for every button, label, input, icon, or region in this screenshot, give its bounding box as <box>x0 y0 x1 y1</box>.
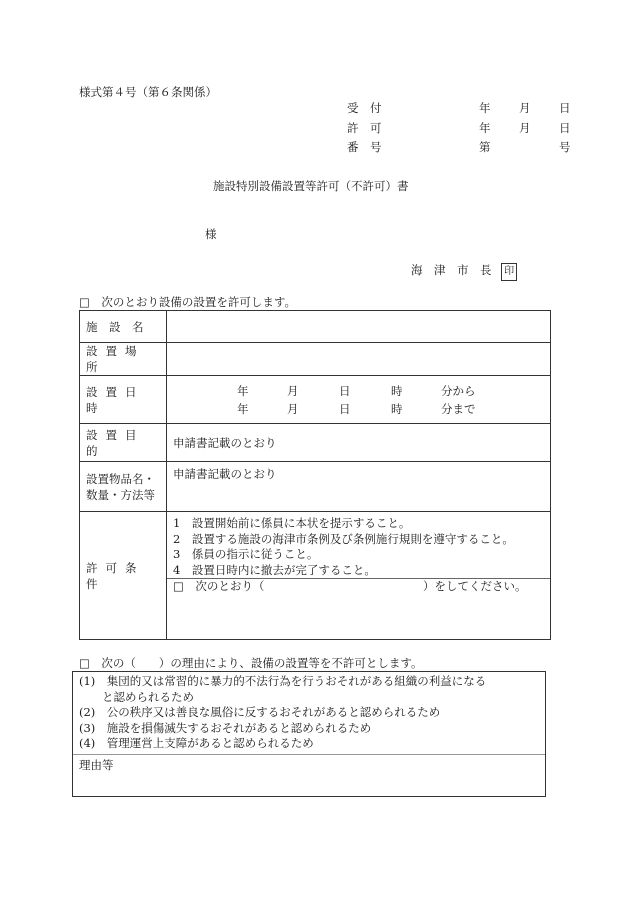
number-row: 番 号 第 号 <box>347 140 571 154</box>
purpose-value: 申請書記載のとおり <box>167 424 551 462</box>
issuer-name: 海 津 市 長 <box>411 263 492 277</box>
facility-value <box>167 311 551 343</box>
condition-item: 4 設置日時内に撤去が完了すること。 <box>173 562 376 577</box>
reason-item: (1) 集団的又は常習的に暴力的不法行為を行うおそれがある組織の利益になる <box>79 674 487 688</box>
reasons-list <box>73 672 545 755</box>
reason-item: (2) 公の秩序又は善良な風俗に反するおそれがあると認められるため <box>79 705 441 719</box>
reason-item: (3) 施設を損傷滅失するおそれがあると認められるため <box>79 720 372 735</box>
datetime-from: 年 月 日 時 分から <box>237 383 476 398</box>
permit-heading: □ 次のとおり設備の設置を許可します。 <box>79 295 296 309</box>
facility-label: 施 設 名 <box>80 311 167 343</box>
condition-item: 3 係員の指示に従うこと。 <box>173 547 319 561</box>
condition-item: 1 設置開始前に係員に本状を提示すること。 <box>173 516 411 530</box>
permit-table <box>79 310 551 640</box>
condition-item: 2 設置する施設の海津市条例及び条例施行規則を遵守すること。 <box>173 531 514 546</box>
table-row <box>80 376 551 424</box>
conditions-list <box>167 512 551 640</box>
seal-mark: 印 <box>501 263 517 281</box>
datetime-label: 設置日時 <box>80 376 167 424</box>
reason-other-label: 理由等 <box>79 757 114 772</box>
form-number: 様式第４号（第６条関係） <box>79 85 217 99</box>
conditions-label: 許可条件 <box>80 512 167 640</box>
datetime-value <box>167 376 551 424</box>
table-row <box>80 512 551 640</box>
receipt-row: 受 付 年 月 日 <box>347 101 571 115</box>
table-row <box>80 462 551 512</box>
reasons-box <box>72 671 546 797</box>
document-title: 施設特別設備設置等許可（不許可）書 <box>213 179 409 193</box>
deny-heading: □ 次の（ ）の理由により、設備の設置等を不許可とします。 <box>79 656 423 670</box>
location-label: 設置場所 <box>80 343 167 376</box>
table-row <box>80 424 551 462</box>
issuer <box>411 262 517 281</box>
table-row <box>80 343 551 376</box>
reason-item: と認められるため <box>79 689 194 704</box>
purpose-label: 設置目的 <box>80 424 167 462</box>
condition-other: □ 次のとおり（ ）をしてください。 <box>167 578 550 595</box>
permit-row: 許 可 年 月 日 <box>347 121 571 135</box>
items-value: 申請書記載のとおり <box>167 462 551 512</box>
table-row <box>80 311 551 343</box>
location-value <box>167 343 551 376</box>
reason-item: (4) 管理運営上支障があると認められるため <box>79 736 314 750</box>
items-label: 設置物品名・ 数量・方法等 <box>80 462 167 512</box>
addressee-suffix: 様 <box>205 227 217 241</box>
datetime-to: 年 月 日 時 分まで <box>237 401 476 416</box>
